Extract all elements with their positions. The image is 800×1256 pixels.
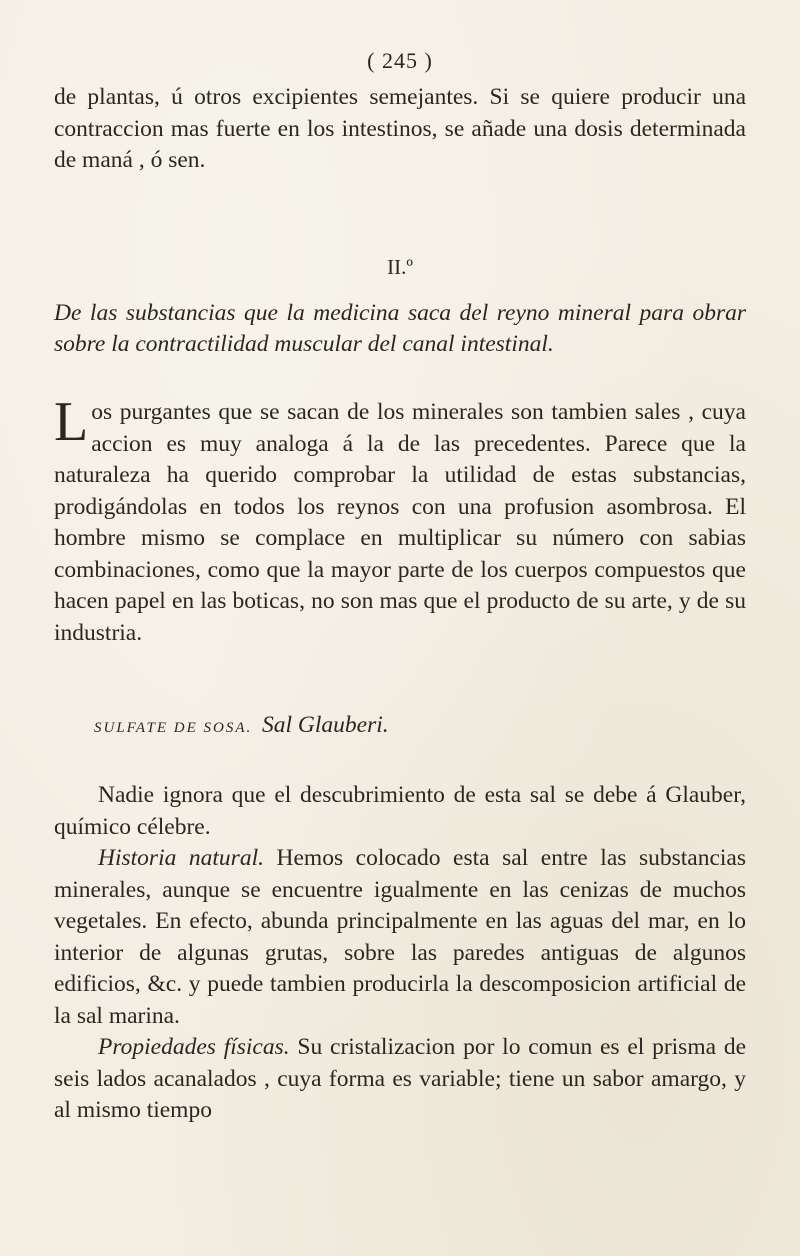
subheading-italic: Sal Glauberi.	[262, 712, 389, 738]
intro-paragraph: de plantas, ú otros excipientes semejantes. Si se quiere producir una contraccion mas fuerte en los intestinos, se añade una dosis determinada de maná , ó sen.	[54, 84, 746, 173]
paragraph-propiedades-lead: Propiedades físicas.	[98, 1034, 290, 1060]
section-title-block	[54, 298, 746, 360]
paragraph-historia-text: Hemos colocado esta sal entre las substancias minerales, aunque se encuentre igualmente en las cenizas de muchos vegetales. En efecto, abunda principalmente en las aguas del mar, en lo interior de algunas grutas, sobre las paredes antiguas de algunos edificios, &c. y puede tambien producirla la descomposicion artificial de la sal marina.	[54, 845, 746, 1029]
subheading-small-caps: SULFATE DE SOSA.	[94, 720, 253, 736]
body-text-block-2	[54, 780, 746, 1127]
paragraph-historia-natural	[54, 843, 746, 1032]
paragraph-purgantes-text: os purgantes que se sacan de los minerales son tambien sales , cuya accion es muy analoga á la de las precedentes. Parece que la naturaleza ha querido comprobar la utilidad de estas substancias, prodigándolas en todos los reynos con una profusion asombrosa. El hombre mismo se complace en multiplicar su número con sabias combinaciones, como que la mayor parte de los cuerpos compuestos que hacen papel en las boticas, no son mas que el producto de su arte, y de su industria.	[54, 399, 746, 646]
page-number: ( 245 )	[367, 48, 433, 73]
paragraph-glauber: Nadie ignora que el descubrimiento de esta sal se debe á Glauber, químico célebre.	[54, 782, 746, 840]
paragraph-propiedades	[54, 1032, 746, 1127]
paragraph-purgantes	[54, 391, 746, 649]
intro-text-block	[54, 82, 746, 177]
drop-cap: L	[54, 391, 89, 453]
subheading-sulfate	[94, 712, 389, 739]
section-title: De las substancias que la medicina saca del reyno mineral para obrar sobre la contractilidad muscular del canal intestinal.	[54, 300, 746, 357]
paragraph-historia-lead: Historia natural.	[98, 845, 264, 871]
section-number: II.º	[387, 255, 413, 279]
paragraph-propiedades-text: Su cristalizacion por lo comun es el prisma de seis lados acanalados , cuya forma es variable; tiene un sabor amargo, y al mismo tiempo	[54, 1034, 746, 1123]
body-text-block-1	[54, 391, 746, 649]
